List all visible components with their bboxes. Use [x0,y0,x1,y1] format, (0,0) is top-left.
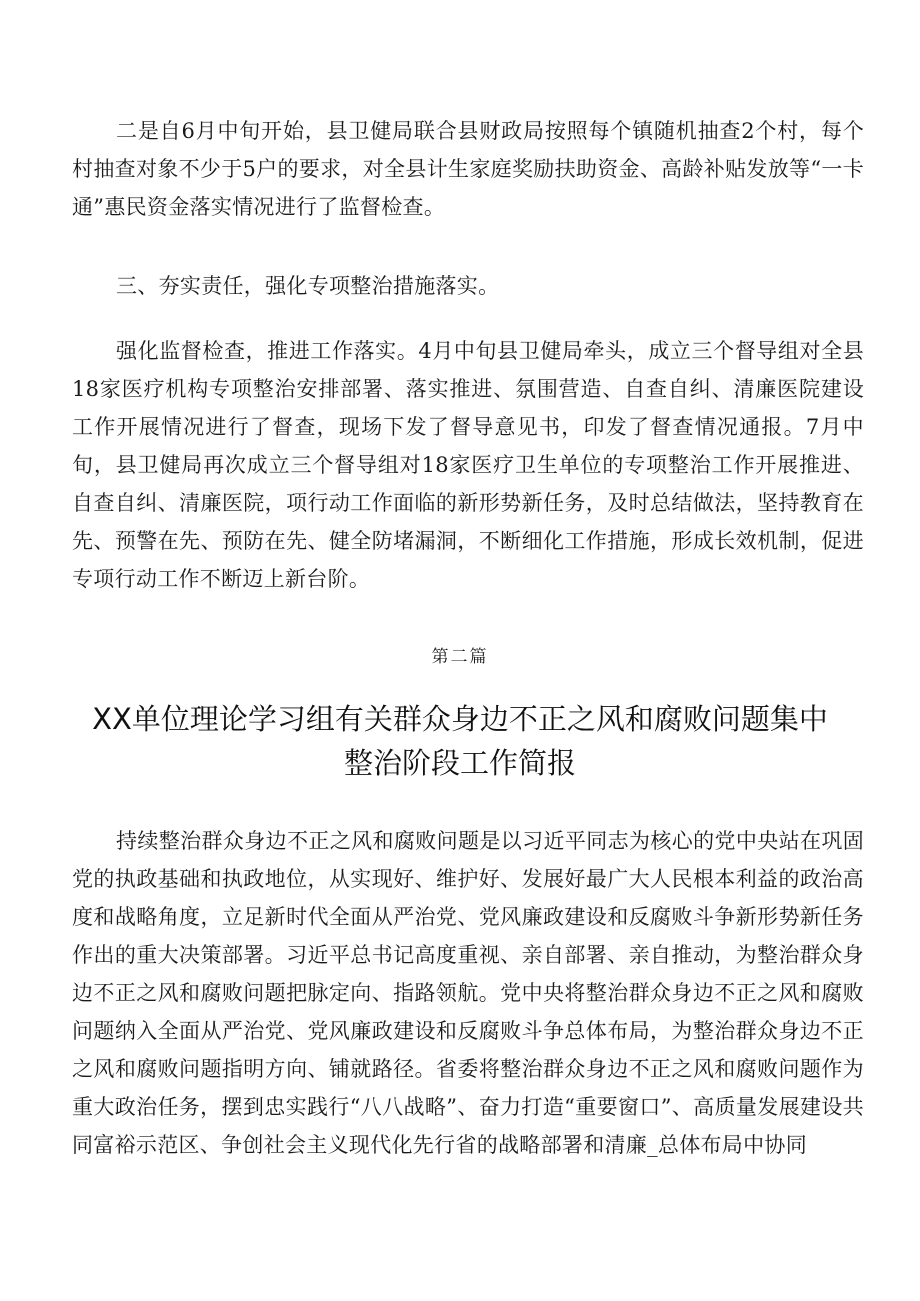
paragraph-section-three-heading: 三、夯实责任，强化专项整治措施落实。 [116,274,500,298]
paragraph-strengthen-supervision: 强化监督检查，推进工作落实。4月中旬县卫健局牵头，成立三个督导组对全县18家医疗机构专项整治安排部署、落实推进、氛围营造、自查自纠、清廉医院建设工作开展情况进行了督查，现场下发了督导意见书，印发了督查情况通报。7月中旬，县卫健局再次成立三个督导组对18家医疗卫生单位的专项整治工作开展推进、自查自纠、清廉医院，项行动工作面临的新形势新任务，及时总结做法，坚持教育在先、预警在先、预防在先、健全防堵漏洞，不断细化工作措施，形成长效机制，促进专项行动工作不断迈上新台阶。 [72,339,864,591]
paragraph-body: 持续整治群众身边不正之风和腐败问题是以习近平同志为核心的党中央站在巩固党的执政基础和执政地位，从实现好、维护好、发展好最广大人民根本利益的政治高度和战略角度，立足新时代全面从严治党、党风廉政建设和反腐败斗争新形势新任务作出的重大决策部署。习近平总书记高度重视、亲自部署、亲自推动，为整治群众身边不正之风和腐败问题把脉定向、指路领航。党中央将整治群众身边不正之风和腐败问题纳入全面从严治党、党风廉政建设和反腐败斗争总体布局，为整治群众身边不正之风和腐败问题指明方向、铺就路径。省委将整治群众身边不正之风和腐败问题作为重大政治任务，摆到忠实践行“八八战略”、奋力打造“重要窗口”、高质量发展建设共同富裕示范区、争创社会主义现代化先行省的战略部署和清廉_总体布局中协同 [72,829,864,1157]
section-label: 第二篇 [431,647,489,667]
paragraph-supervision-check: 二是自6月中旬开始，县卫健局联合县财政局按照每个镇随机抽查2个村，每个村抽查对象不少于5户的要求，对全县计生家庭奖励扶助资金、高龄补贴发放等“一卡通”惠民资金落实情况进行了监督检查。 [72,119,864,219]
document-title: XX单位理论学习组有关群众身边不正之风和腐败问题集中整治阶段工作简报 [92,702,828,780]
